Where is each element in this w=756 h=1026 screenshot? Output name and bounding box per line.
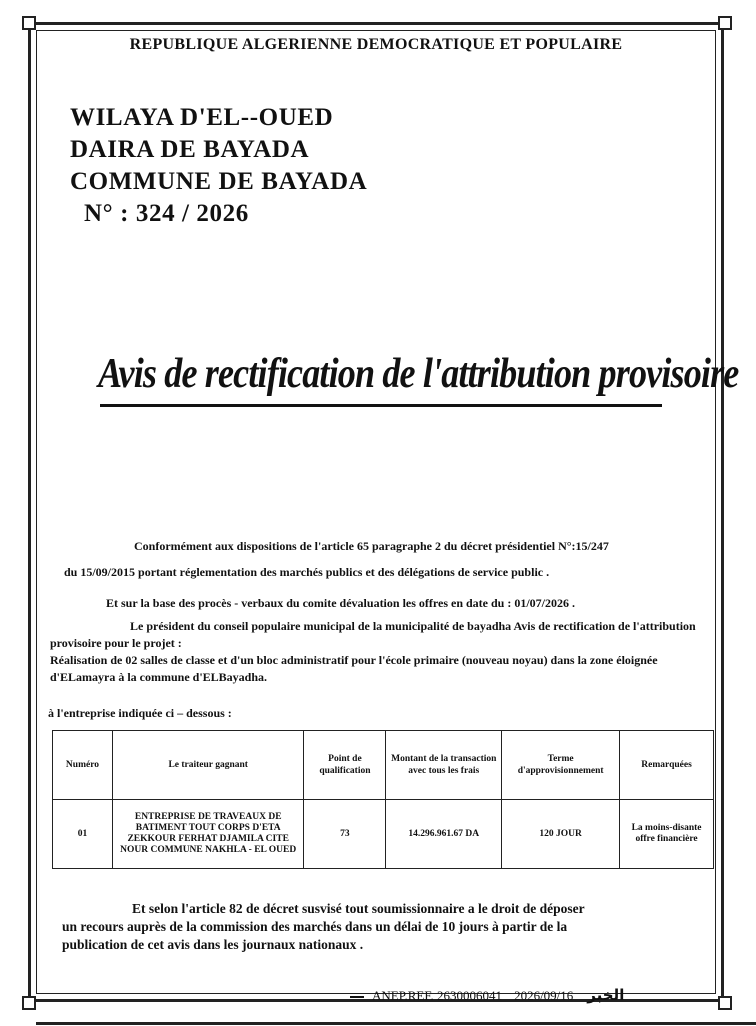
closing-paragraph — [62, 900, 706, 954]
commune-line: COMMUNE DE BAYADA — [70, 168, 368, 195]
header-terme: Terme d'approvisionnement — [502, 731, 620, 800]
notice-title: Avis de rectification de l'attribution provisoire — [98, 351, 739, 397]
reference-number: N° : 324 / 2026 — [84, 200, 249, 227]
header-point: Point de qualification — [304, 731, 386, 800]
table-header-row — [53, 731, 714, 800]
corner-ornament — [718, 16, 732, 30]
project-description: Réalisation de 02 salles de classe et d'un bloc administratif pour l'école primaire (nouveau noyau) dans la zone éloignée d'ELamayra à la commune d'ELBayadha. — [50, 653, 658, 684]
header-traiteur: Le traiteur gagnant — [112, 731, 304, 800]
title-underline — [100, 404, 662, 407]
attribution-table — [52, 730, 714, 869]
corner-ornament — [718, 996, 732, 1010]
body-paragraph-1: Conformément aux dispositions de l'article 65 paragraphe 2 du décret présidentiel N°:15/247 — [134, 539, 609, 553]
republic-heading: REPUBLIQUE ALGERIENNE DEMOCRATIQUE ET POPULAIRE — [129, 36, 623, 53]
daira-line: DAIRA DE BAYADA — [70, 136, 310, 163]
anep-reference: ANEP.REF. 2630006041 — [372, 988, 503, 1003]
cell-remarques: La moins-disante offre financière — [620, 800, 714, 869]
cell-numero: 01 — [53, 800, 113, 869]
administration-block — [70, 102, 367, 230]
cell-montant: 14.296.961.67 DA — [386, 800, 502, 869]
cell-point: 73 — [304, 800, 386, 869]
footer-dash — [350, 996, 364, 998]
closing-line-3: publication de cet avis dans les journaux nationaux . — [62, 937, 364, 952]
corner-ornament — [22, 16, 36, 30]
bottom-rule — [36, 1022, 756, 1025]
president-paragraph: Le président du conseil populaire municipal de la municipalité de bayadha Avis de rectification de l'attribution provisoire pour le projet : — [50, 619, 696, 650]
corner-ornament — [22, 996, 36, 1010]
company-intro: à l'entreprise indiquée ci – dessous : — [48, 706, 232, 720]
header-montant: Montant de la transaction avec tous les frais — [386, 731, 502, 800]
cell-terme: 120 JOUR — [502, 800, 620, 869]
closing-line-2: un recours auprès de la commission des marchés dans un délai de 10 jours à partir de la — [62, 919, 568, 934]
header-remarques: Remarquées — [620, 731, 714, 800]
footer — [350, 986, 624, 1004]
publication-date: 2026/09/16 — [514, 988, 574, 1003]
body-paragraph-4 — [50, 618, 710, 652]
header-numero: Numéro — [53, 731, 113, 800]
table-row — [53, 800, 714, 869]
body-paragraph-3: Et sur la base des procès - verbaux du comite dévaluation les offres en date du : 01/07/2026 . — [106, 596, 576, 610]
newspaper-logo: الخبر — [587, 986, 625, 1004]
cell-traiteur: ENTREPRISE DE TRAVEAUX DE BATIMENT TOUT CORPS D'ETA ZEKKOUR FERHAT DJAMILA CITE NOUR COMMUNE NAKHLA - EL OUED — [112, 800, 304, 869]
closing-line-1: Et selon l'article 82 de décret susvisé tout soumissionnaire a le droit de déposer — [132, 901, 585, 916]
wilaya-line: WILAYA D'EL--OUED — [70, 104, 334, 131]
body-paragraph-2: du 15/09/2015 portant réglementation des marchés publics et des délégations de service public . — [64, 565, 550, 579]
